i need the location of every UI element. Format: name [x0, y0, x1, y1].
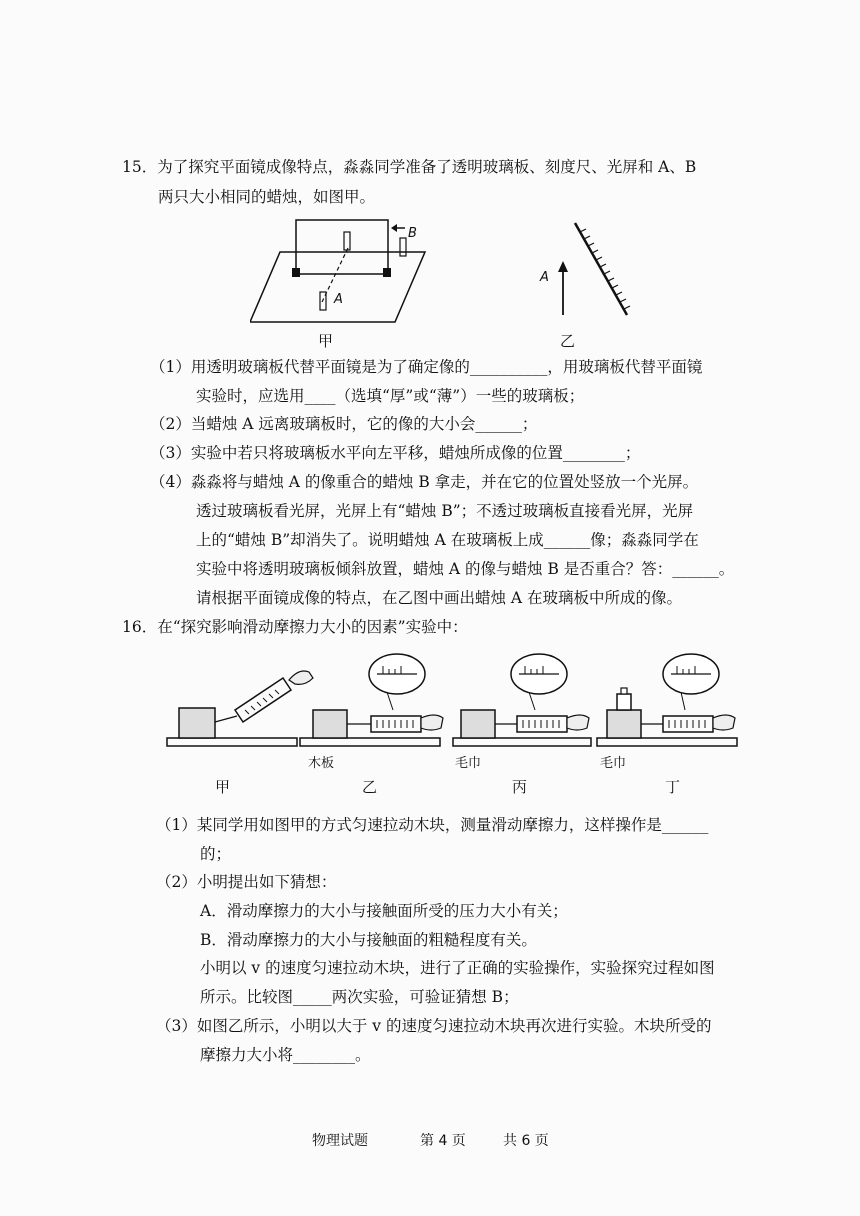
q16-part3-line2: 摩擦力大小将________。: [200, 1046, 371, 1064]
q16-part2-line4: 小明以 v 的速度匀速拉动木块，进行了正确的实验操作，实验探究过程如图: [200, 959, 715, 977]
q15-part1-line2: 实验时，应选用____（选填“厚”或“薄”）一些的玻璃板；: [196, 387, 585, 405]
q15-part1-line1: （1）用透明玻璃板代替平面镜是为了确定像的__________，用玻璃板代替平面镜: [150, 358, 703, 376]
q15-part4-line2: 透过玻璃板看光屏，光屏上有“蜡烛 B”；不透过玻璃板直接看光屏，光屏: [196, 502, 694, 520]
table-plane: [250, 252, 425, 322]
experiment-bing: [453, 654, 591, 746]
q15-stem-line2: 两只大小相同的蜡烛，如图甲。: [158, 188, 376, 206]
figure-friction-experiments: [165, 650, 745, 755]
surface-label-bing: 毛巾: [455, 756, 482, 771]
figure-caption-bing-16: 丙: [512, 778, 528, 796]
q15-stem-line1: 15．为了探究平面镜成像特点，淼淼同学准备了透明玻璃板、刻度尺、光屏和 A、B: [122, 158, 697, 176]
figure-caption-jia: 甲: [318, 332, 334, 350]
q15-part2: （2）当蜡烛 A 远离玻璃板时，它的像的大小会______；: [150, 415, 538, 433]
figure-caption-yi-16: 乙: [362, 778, 378, 796]
figure-yi-mirror-arrow: [535, 215, 635, 325]
q16-stem: 16．在“探究影响滑动摩擦力大小的因素”实验中：: [122, 618, 468, 636]
surface-label-ding: 毛巾: [600, 756, 627, 771]
footer-subject: 物理试题: [312, 1133, 368, 1149]
figure-caption-jia-16: 甲: [215, 778, 231, 796]
q16-part2-guess-a: A．滑动摩擦力的大小与接触面所受的压力大小有关；: [200, 902, 568, 920]
mirror-line: [575, 223, 627, 315]
label-arrow-a: A: [540, 270, 549, 285]
q16-part1-line1: （1）某同学用如图甲的方式匀速拉动木块，测量滑动摩擦力，这样操作是______: [156, 816, 709, 834]
experiment-yi: [300, 654, 443, 746]
figure-caption-ding-16: 丁: [665, 778, 681, 796]
surface-label-yi: 木板: [308, 756, 335, 771]
q15-part4-line4: 实验中将透明玻璃板倾斜放置，蜡烛 A 的像与蜡烛 B 是否重合？答：______。: [196, 560, 735, 578]
q15-part4-line5: 请根据平面镜成像的特点，在乙图中画出蜡烛 A 在玻璃板中所成的像。: [196, 589, 683, 607]
figure-caption-yi: 乙: [560, 332, 576, 350]
q15-part4-line3: 上的“蜡烛 B”却消失了。说明蜡烛 A 在玻璃板上成______像；淼淼同学在: [196, 531, 699, 549]
candle-image: [344, 232, 350, 250]
label-candle-a: A: [334, 292, 343, 307]
weight: [617, 694, 631, 710]
footer-total-pages: 共 6 页: [503, 1133, 549, 1149]
experiment-jia: [167, 671, 313, 746]
stand-right: [383, 268, 391, 277]
q16-part3-line1: （3）如图乙所示，小明以大于 v 的速度匀速拉动木块再次进行实验。木块所受的: [156, 1017, 712, 1035]
q15-part4-line1: （4）淼淼将与蜡烛 A 的像重合的蜡烛 B 拿走，并在它的位置处竖放一个光屏。: [150, 473, 699, 491]
q16-part1-line2: 的；: [200, 845, 232, 863]
q16-part2-line5: 所示。比较图_____两次实验，可验证猜想 B；: [200, 988, 519, 1006]
candle-b: [400, 238, 406, 256]
q15-part3: （3）实验中若只将玻璃板水平向左平移，蜡烛所成像的位置________；: [150, 444, 641, 462]
experiment-ding: [597, 654, 737, 746]
q16-part2-line1: （2）小明提出如下猜想：: [156, 873, 337, 891]
glass-plate: [296, 220, 388, 274]
stand-left: [292, 268, 300, 277]
q16-part2-guess-b: B．滑动摩擦力的大小与接触面的粗糙程度有关。: [200, 931, 537, 949]
label-candle-b: B: [408, 226, 417, 241]
footer-page-number: 第 4 页: [420, 1133, 466, 1149]
